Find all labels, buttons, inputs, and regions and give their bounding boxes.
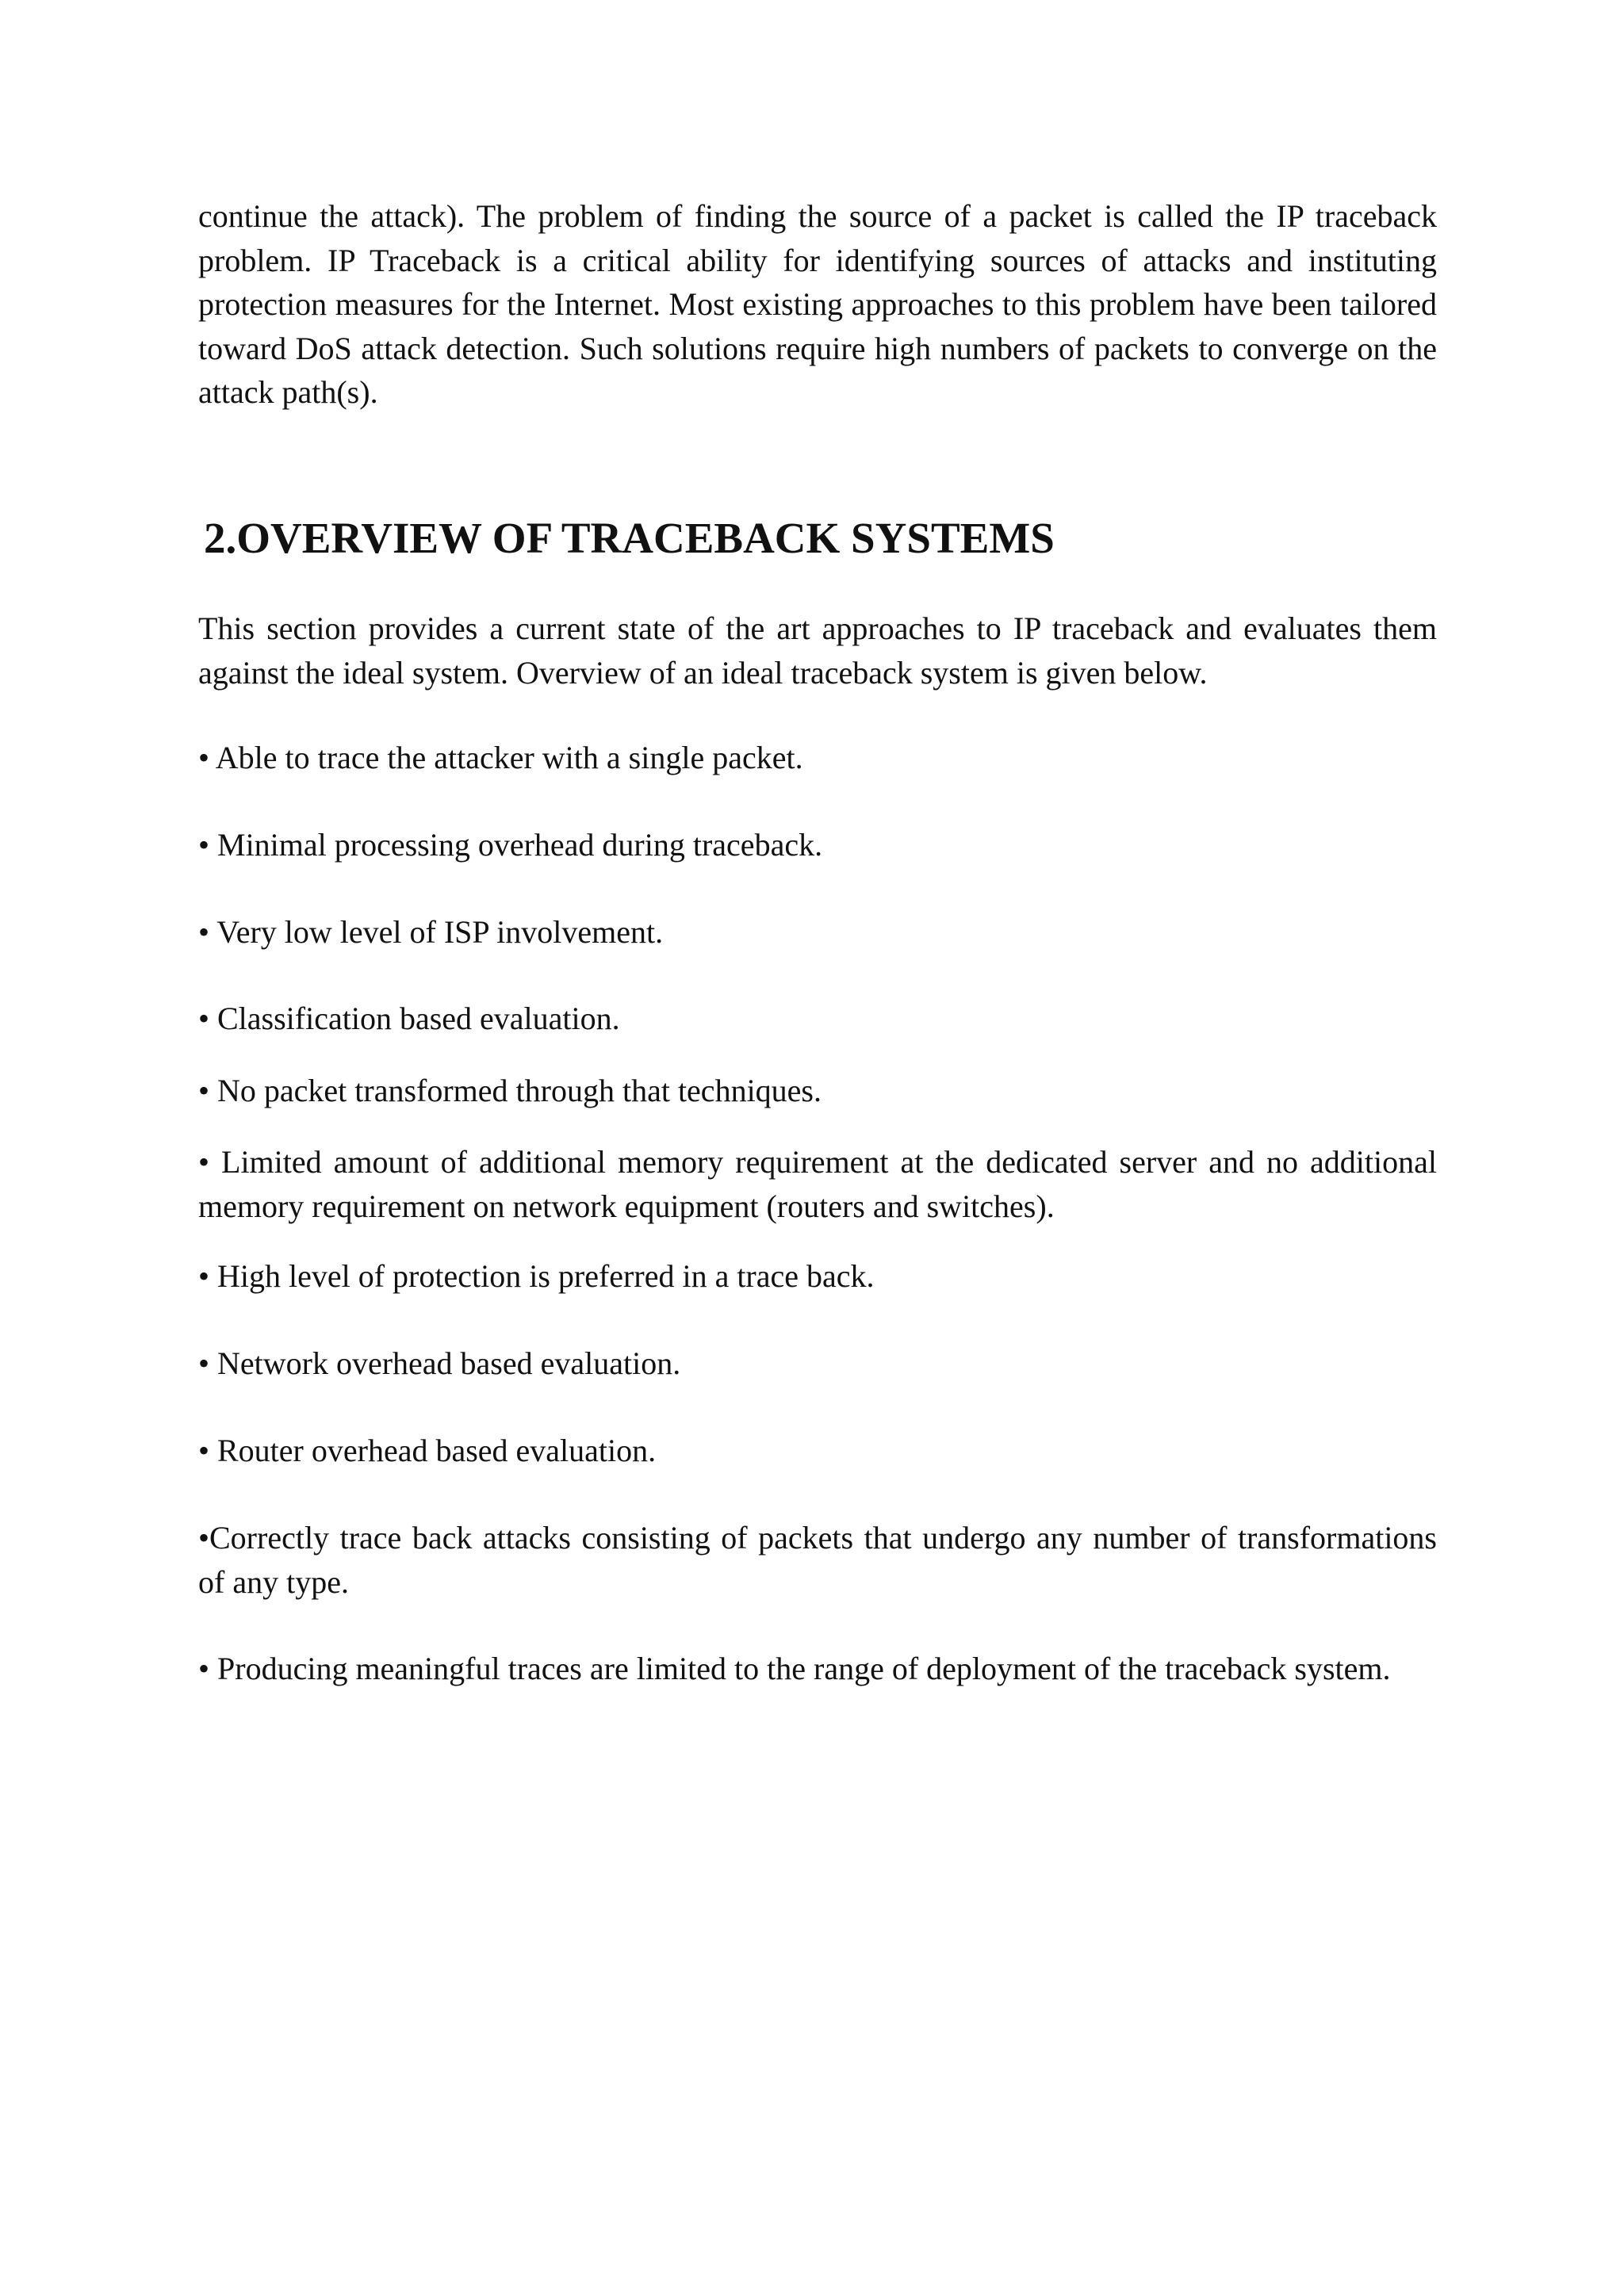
list-item: • Limited amount of additional memory requirement at the dedicated server and no additional memory requirement on network equipment (routers and switches). <box>198 1144 1437 1224</box>
list-item: • High level of protection is preferred in a trace back. <box>198 1258 875 1294</box>
document-page <box>198 194 1437 1686</box>
list-item: • Producing meaningful traces are limited to the range of deployment of the traceback system. <box>198 1651 1391 1686</box>
list-item: • Very low level of ISP involvement. <box>198 914 664 950</box>
intro-paragraph: continue the attack). The problem of finding the source of a packet is called the IP traceback problem. IP Traceback is a critical ability for identifying sources of attacks and instituting protection measures for the Internet. Most existing approaches to this problem have been tailored toward DoS attack detection. Such solutions require high numbers of packets to converge on the attack path(s). <box>198 198 1437 410</box>
section-heading: 2.OVERVIEW OF TRACEBACK SYSTEMS <box>204 514 1055 562</box>
list-item: • Router overhead based evaluation. <box>198 1433 657 1468</box>
list-item: • Minimal processing overhead during traceback. <box>198 827 823 863</box>
section-intro-paragraph: This section provides a current state of the art approaches to IP traceback and evaluates them against the ideal system. Overview of an ideal traceback system is given below. <box>198 610 1437 691</box>
list-item: • Network overhead based evaluation. <box>198 1345 681 1381</box>
list-item: •Correctly trace back attacks consisting of packets that undergo any number of transformations of any type. <box>198 1520 1437 1600</box>
list-item: • Able to trace the attacker with a single packet. <box>198 740 803 775</box>
list-item: • Classification based evaluation. <box>198 1001 620 1036</box>
list-item: • No packet transformed through that techniques. <box>198 1073 822 1108</box>
